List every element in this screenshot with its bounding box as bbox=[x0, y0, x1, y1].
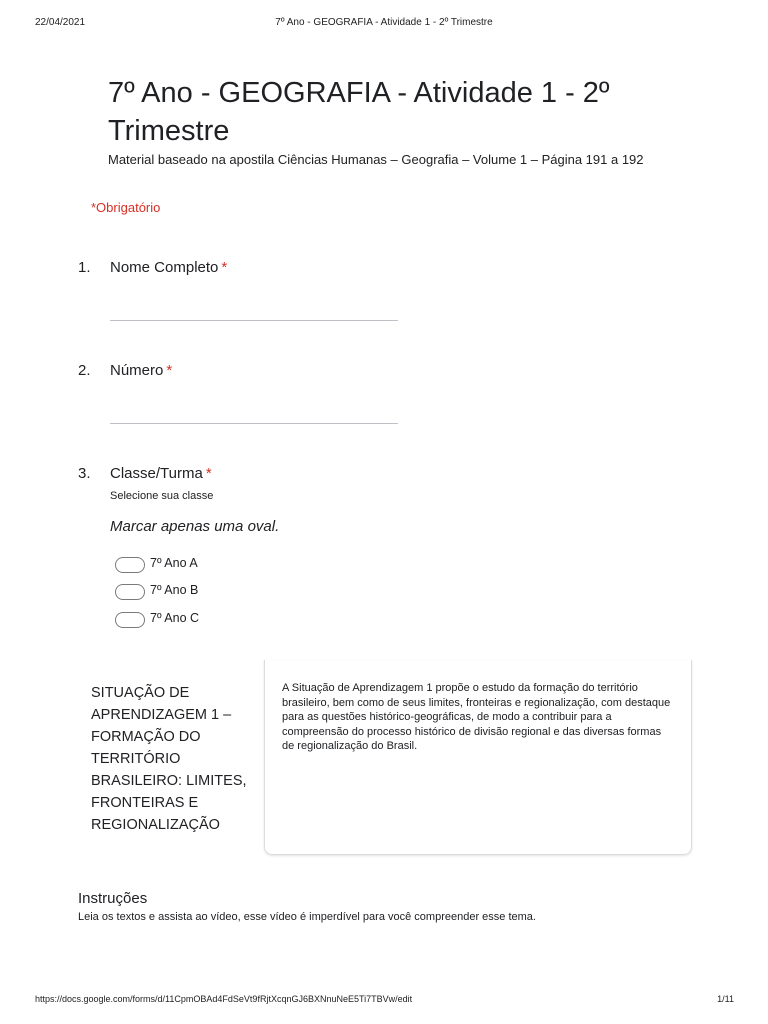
section-title: SITUAÇÃO DE APRENDIZAGEM 1 – FORMAÇÃO DO TERRITÓRIO BRASILEIRO: LIMITES, FRONTEIRAS E REGIONALIZAÇÃO bbox=[91, 685, 247, 833]
required-asterisk: * bbox=[166, 362, 173, 379]
option-label: 7º Ano C bbox=[150, 611, 200, 625]
question-instruction: Marcar apenas uma oval. bbox=[110, 518, 280, 535]
instructions-title: Instruções bbox=[78, 890, 148, 907]
required-note: *Obrigatório bbox=[91, 200, 161, 215]
print-date: 22/04/2021 bbox=[35, 17, 86, 28]
question-title-text: Número bbox=[110, 362, 164, 379]
question-title bbox=[110, 465, 212, 482]
print-url: https://docs.google.com/forms/d/11CpmOBAd4FdSeVt9fRjtXcqnGJ6BXNnuNeE5Ti7TBVw/edit bbox=[35, 994, 413, 1004]
instructions-text: Leia os textos e assista ao vídeo, esse vídeo é imperdível para você compreender esse tema. bbox=[78, 911, 536, 923]
radio-oval[interactable] bbox=[115, 557, 145, 573]
radio-oval[interactable] bbox=[115, 612, 145, 628]
question-number: 3. bbox=[78, 465, 91, 482]
section-description: A Situação de Aprendizagem 1 propõe o estudo da formação do território brasileiro, bem como de seus limites, fronteiras e regionalização, com destaque para as questões histórico-geográficas, de modo a contribuir para a compreensão do processo histórico de divisão regional e das diversas formas de regionalização do Brasil. bbox=[282, 682, 671, 752]
question-number: 2. bbox=[78, 362, 91, 379]
option-label: 7º Ano A bbox=[150, 556, 198, 570]
page-number: 1/11 bbox=[717, 994, 734, 1004]
radio-oval[interactable] bbox=[115, 584, 145, 600]
question-title-text: Classe/Turma bbox=[110, 465, 203, 482]
option-label: 7º Ano B bbox=[150, 583, 199, 597]
required-asterisk: * bbox=[221, 259, 228, 276]
question-number: 1. bbox=[78, 259, 91, 276]
print-page-title: 7º Ano - GEOGRAFIA - Atividade 1 - 2º Trimestre bbox=[275, 17, 493, 28]
form-description: Material baseado na apostila Ciências Humanas – Geografia – Volume 1 – Página 191 a 192 bbox=[108, 152, 644, 167]
question-title bbox=[110, 259, 227, 276]
question-title-text: Nome Completo bbox=[110, 259, 219, 276]
nome-completo-input[interactable] bbox=[110, 320, 398, 321]
question-help-text: Selecione sua classe bbox=[110, 490, 214, 502]
form-title: 7º Ano - GEOGRAFIA - Atividade 1 - 2º Trimestre bbox=[108, 77, 610, 147]
print-header bbox=[0, 17, 768, 31]
section-description-box bbox=[264, 660, 692, 855]
numero-input[interactable] bbox=[110, 423, 398, 424]
question-title bbox=[110, 362, 172, 379]
required-asterisk: * bbox=[205, 465, 212, 482]
